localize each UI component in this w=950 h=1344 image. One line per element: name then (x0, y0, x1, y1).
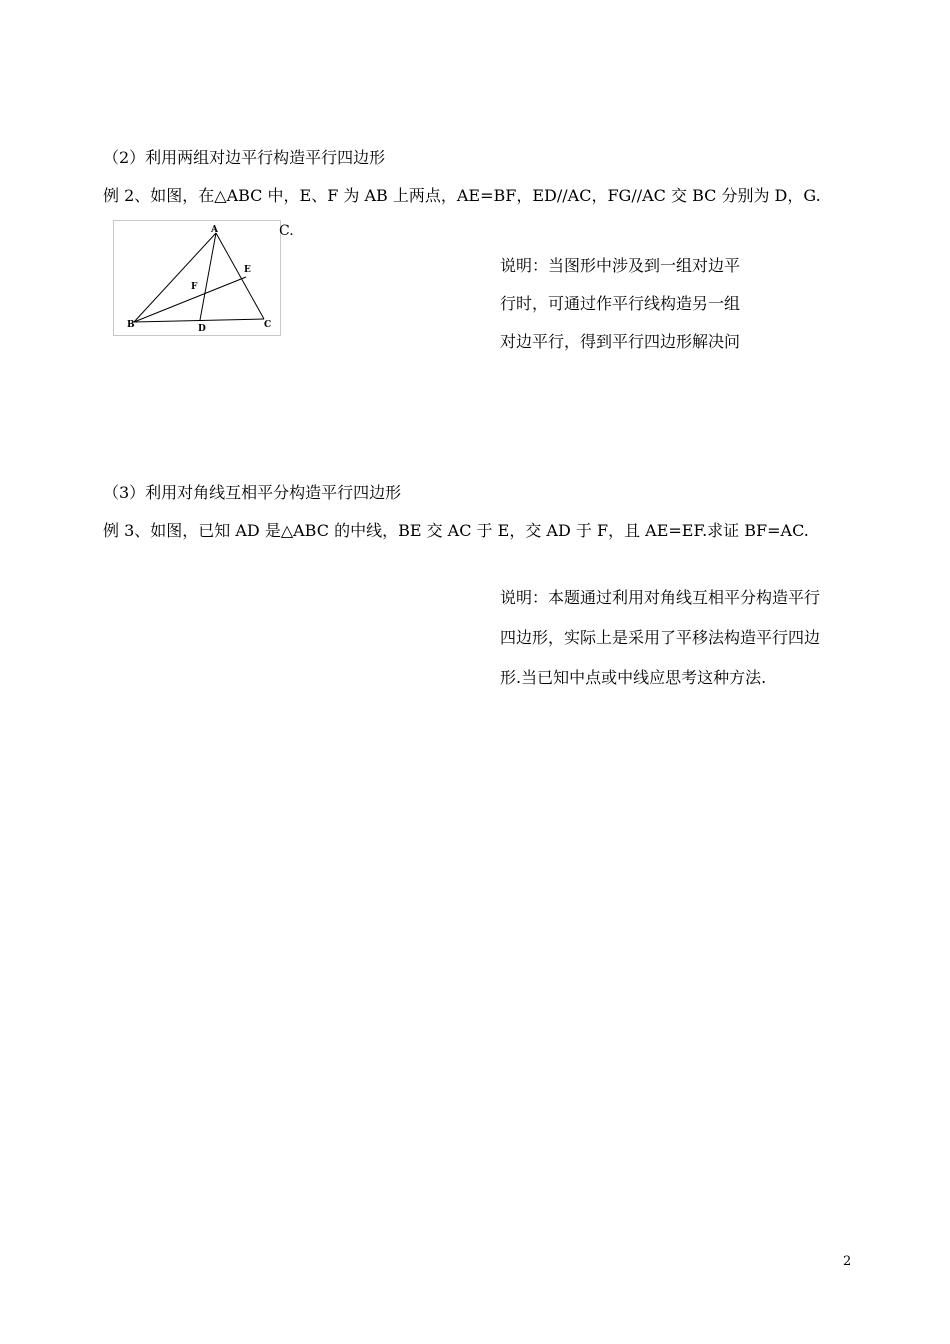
section-2-heading: （2）利用两组对边平行构造平行四边形 (103, 148, 386, 167)
note-2-line: 说明：当图形中涉及到一组对边平 (500, 256, 741, 275)
label-e: E (244, 265, 251, 275)
side-bc (134, 319, 264, 322)
example-3-text: 例 3、如图，已知 AD 是△ABC 的中线，BE 交 AC 于 E，交 AD 于 F，且 AE=EF.求证 BF=AC. (103, 521, 809, 540)
note-3-line: 说明：本题通过利用对角线互相平分构造平行 (500, 588, 821, 607)
page-number: 2 (843, 1254, 852, 1269)
segment-ad (200, 233, 216, 320)
note-3-line: 四边形，实际上是采用了平移法构造平行四边 (500, 628, 821, 647)
note-3-line: 形.当已知中点或中线应思考这种方法. (500, 668, 767, 687)
note-2 (500, 256, 800, 370)
example-2-text: 例 2、如图，在△ABC 中，E、F 为 AB 上两点，AE=BF，ED//AC，FG//AC 交 BC 分别为 D，G. (103, 186, 821, 205)
label-a: A (211, 225, 218, 235)
triangle-diagram (114, 221, 280, 335)
note-2-line: 行时，可通过作平行线构造另一组 (500, 294, 741, 313)
label-b: B (127, 320, 135, 330)
segment-be (134, 277, 246, 322)
figure-cutoff-text: C. (279, 223, 294, 239)
side-ab (134, 233, 216, 322)
label-d: D (198, 324, 206, 334)
triangle-figure (113, 220, 281, 336)
label-f: F (191, 282, 198, 292)
label-c: C (264, 320, 272, 330)
side-ac (216, 233, 264, 319)
section-3-heading: （3）利用对角线互相平分构造平行四边形 (103, 483, 402, 502)
note-2-line: 对边平行，得到平行四边形解决问 (500, 332, 741, 351)
note-3 (500, 588, 900, 708)
